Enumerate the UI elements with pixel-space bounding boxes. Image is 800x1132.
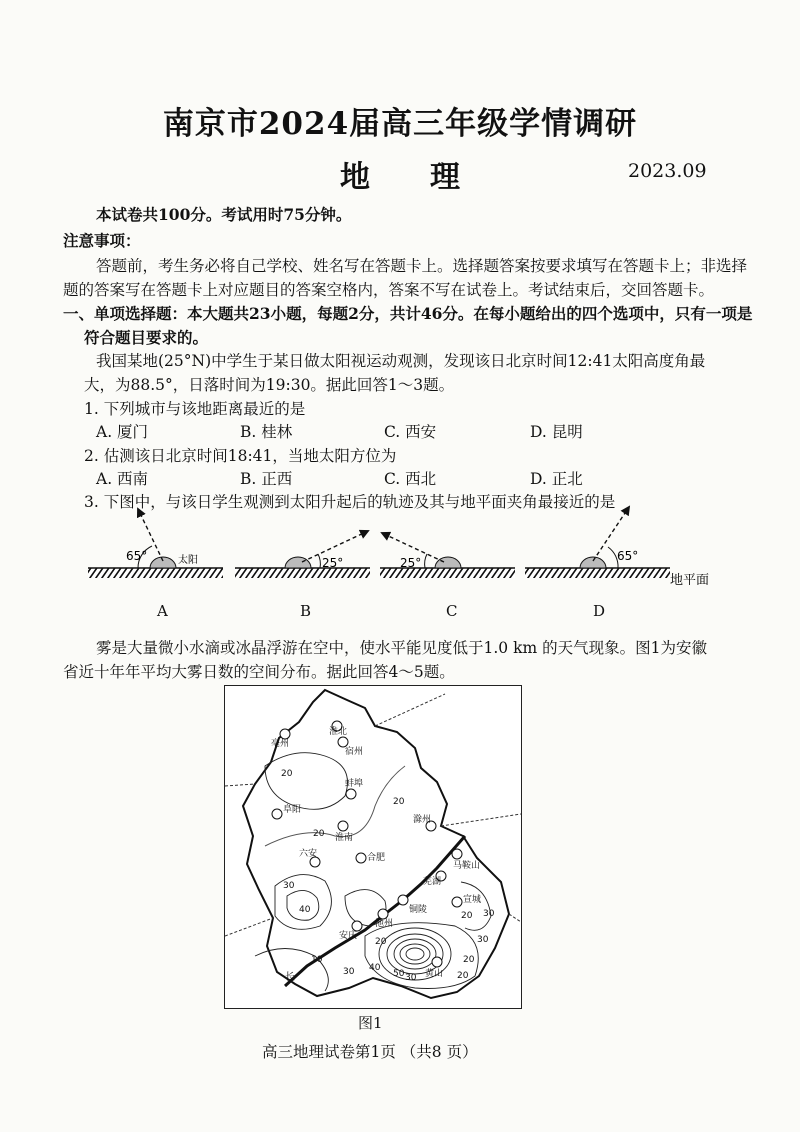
map-drawing [225,686,521,1008]
city-label: 阜阳 [283,805,302,815]
angle-arc [318,554,320,568]
horizon-label: 地平面 [670,573,710,585]
fog-contours [255,753,491,991]
sun-icon [150,557,176,568]
city-label: 宿州 [345,747,364,757]
city-label: 淮北 [329,727,348,737]
exam-title: 南京市2024届高三年级学情调研 [162,106,638,142]
city-label: 黄山 [425,969,444,979]
city-label: 亳州 [271,739,290,749]
city-label: 马鞍山 [453,861,481,871]
question-1-option-b: B. 桂林 [240,423,293,441]
city-label: 池州 [375,919,394,929]
city-label: 滁州 [413,815,432,825]
ground-hatch [235,568,370,578]
city-label: 六安 [299,849,318,859]
diagram-c [380,533,515,578]
angle-label: 25° [400,556,422,570]
ground-hatch [525,568,670,578]
question-2-option-a: A. 西南 [96,470,149,488]
ground-hatch [88,568,223,578]
contour-label: 30 [483,909,495,919]
diagram-letter-a: A [157,602,168,620]
figure-caption: 图1 [358,1014,383,1032]
diagram-letter-c: C [446,602,458,620]
contour-label: 40 [299,905,311,915]
fog-days-map [224,685,522,1009]
sun-icon [580,557,606,568]
contour-label: 20 [375,937,387,947]
exam-date: 2023.09 [628,160,707,182]
section-1-heading-cont: 符合题目要求的。 [84,328,209,347]
contour-label: 30 [477,935,489,945]
river-label: 长 [285,972,295,983]
notice-heading: 注意事项： [63,231,141,250]
contour-label: 10 [311,955,323,965]
angle-label: 65° [617,549,639,563]
contour-label: 30 [283,881,295,891]
angle-arc [425,554,427,568]
city-label: 宣城 [463,895,482,905]
contour-label: 20 [463,955,475,965]
city-label: 淮南 [335,833,354,843]
sun-icon [285,557,311,568]
city-label: 安庆 [339,931,358,941]
question-1-stem: 1. 下列城市与该地距离最近的是 [84,400,306,418]
sun-icon [435,557,461,568]
contour-label: 50 [393,969,405,979]
contour-label: 20 [281,769,293,779]
notice-line-1: 答题前，考生务必将自己学校、姓名写在答题卡上。选择题答案按要求填写在答题卡上；非选择 [96,257,748,275]
sun-path-diagrams [80,505,740,585]
contour-label: 30 [343,967,355,977]
angle-label: 25° [322,556,344,570]
section-1-heading: 一、单项选择题：本大题共23小题，每题2分，共计46分。在每小题给出的四个选项中，只有一项是 [63,304,753,323]
subject-char-1: 地 [340,160,370,195]
subject-char-2: 理 [430,160,460,195]
diagram-letter-b: B [300,602,312,620]
angle-label: 65° [126,549,148,563]
page-footer: 高三地理试卷第1页 （共8 页） [262,1043,478,1061]
diagram-a [88,509,223,578]
contour-label: 40 [369,963,381,973]
diagram-d [525,507,709,585]
notice-line-2: 题的答案写在答题卡上对应题目的答案空格内，答案不写在试卷上。考试结束后，交回答题卡。 [63,281,715,299]
question-2-option-c: C. 西北 [384,470,437,488]
diagram-b [235,531,370,578]
passage-1-line-2: 大，为88.5°，日落时间为19:30。据此回答1～3题。 [84,376,455,394]
passage-1-line-1: 我国某地(25°N)中学生于某日做太阳视运动观测，发现该日北京时间12:41太阳高度角最 [96,352,706,370]
question-1-option-a: A. 厦门 [96,423,149,441]
contour-label: 20 [461,911,473,921]
question-3-stem: 3. 下图中，与该日学生观测到太阳升起后的轨迹及其与地平面夹角最接近的是 [84,493,616,511]
question-1-option-d: D. 昆明 [530,423,583,441]
diagram-letter-d: D [593,602,606,620]
contour-label: 20 [393,797,405,807]
city-label: 蚌埠 [345,779,364,789]
question-2-stem: 2. 估测该日北京时间18:41，当地太阳方位为 [84,447,397,465]
city-label: 铜陵 [409,905,428,915]
passage-2-line-1: 雾是大量微小水滴或冰晶浮游在空中，使水平能见度低于1.0 km 的天气现象。图1为安徽 [96,639,707,657]
score-time-note: 本试卷共100分。考试用时75分钟。 [96,205,352,224]
passage-2-line-2: 省近十年年平均大雾日数的空间分布。据此回答4～5题。 [63,663,455,681]
question-2-option-d: D. 正北 [530,470,583,488]
sun-label: 太阳 [178,555,198,566]
city-label: 合肥 [367,853,386,863]
contour-label: 30 [405,973,417,983]
contour-label: 20 [457,971,469,981]
question-2-option-b: B. 正西 [240,470,293,488]
question-1-option-c: C. 西安 [384,423,437,441]
city-label: 芜湖 [423,877,442,887]
contour-label: 20 [313,829,325,839]
